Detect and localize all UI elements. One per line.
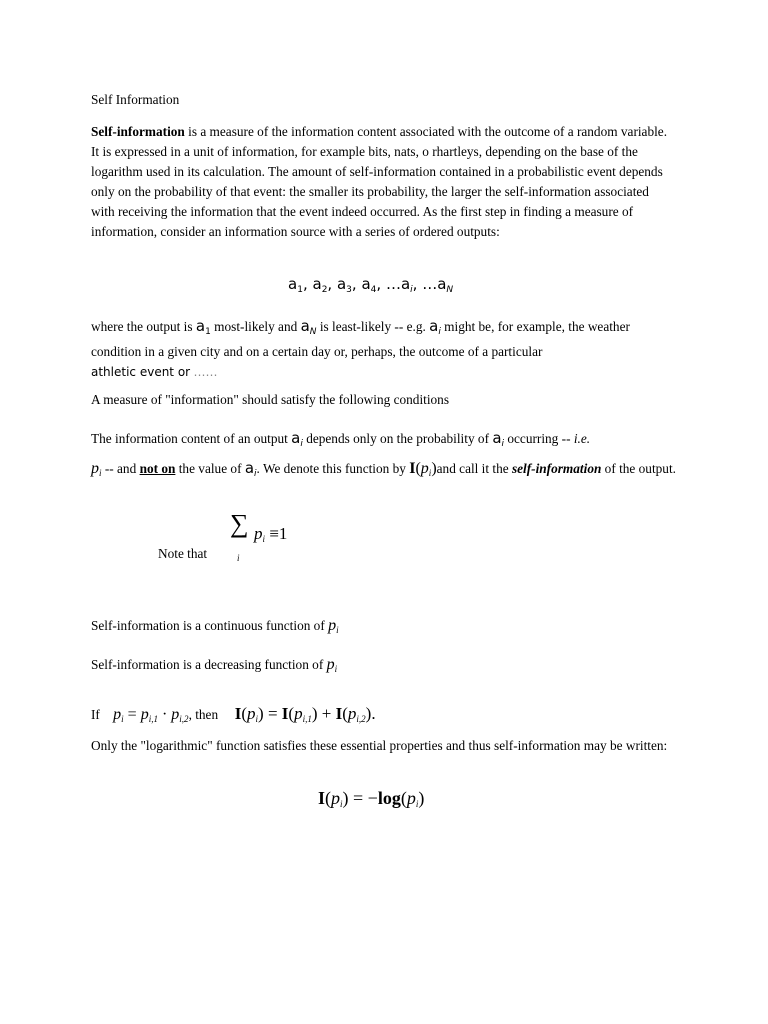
property-additive: If $p_i = p_{i,1} \cdot p_{i,2}$, then $I(p_i) = I(p_{i,1}) + I(p_{i,2})$. [91, 704, 376, 724]
summation-symbol: ∑ [230, 509, 249, 538]
output-description: where the output is $a_1$ most-likely and $a_N$ is least-likely -- e.g. $a_i$ might be, for example, the weather condition in a given city and on a certain day or, perhaps, the outcome of a particular athletic event or …… [91, 317, 630, 379]
self-information-formula: $I(p_i) = -\log(p_i)$ [318, 788, 425, 809]
conditions-heading: A measure of "information" should satisfy the following conditions [91, 392, 450, 407]
math-product: $p_i = p_{i,1} \cdot p_{i,2}$ [113, 706, 189, 724]
logarithm-paragraph: Only the "logarithmic" function satisfies these essential properties and thus self-information may be written: [91, 738, 668, 753]
math-additivity: $I(p_i) = I(p_{i,1}) + I(p_{i,2})$. [234, 704, 376, 724]
term-self-information-2: self-information [511, 461, 602, 476]
summation-index: i [237, 553, 240, 563]
summation-expression: $p_i \equiv 1$ [254, 524, 288, 544]
property-continuous: Self-information is a continuous function of $p_i$ [91, 617, 339, 635]
math-pi: $p_i$ [91, 460, 102, 478]
term-self-information: Self-information [91, 124, 185, 139]
math-aN: $a_N$ [300, 317, 317, 337]
math-a1: $a_1$ [195, 317, 211, 337]
math-ai-2: $a_i$ [291, 429, 303, 449]
math-ai-3: $a_i$ [492, 429, 505, 449]
property-decreasing: Self-information is a decreasing function of $p_i$ [91, 656, 338, 674]
note-label: Note that [158, 546, 208, 561]
intro-text: is a measure of the information content associated with the outcome of a random variable. It is expressed in a unit of information, for example bits, nats, o rhartleys, depending on the base of the logarithm used in its calculation. The amount of self-information contained in a probabilistic event depends only on the probability of that event: the smaller its probability, the larger the self-information associated with receiving the information that the event indeed occurred. As the first step in finding a measure of information, consider an information source with a series of ordered outputs: [91, 124, 668, 239]
intro-paragraph [91, 122, 671, 242]
math-ai: $a_i$ [429, 317, 441, 337]
output-sequence: $a_1$, $a_2$, $a_3$, $a_4$, $\dots a_i$, $\dots a_N$ [288, 275, 454, 295]
math-I-pi: $I(p_i)$ [409, 460, 437, 478]
page-title: Self Information [91, 92, 180, 107]
emphasis-not-on: not on [139, 461, 176, 476]
condition-paragraph: The information content of an output $a_i$ depends only on the probability of $a_i$ occurring -- i.e. $p_i$ -- and not on the value of $a_i$. We denote this function by $I(p_i)and$ call it the self-information of the output. [91, 429, 676, 479]
math-ai-4: $a_i$ [244, 459, 257, 479]
